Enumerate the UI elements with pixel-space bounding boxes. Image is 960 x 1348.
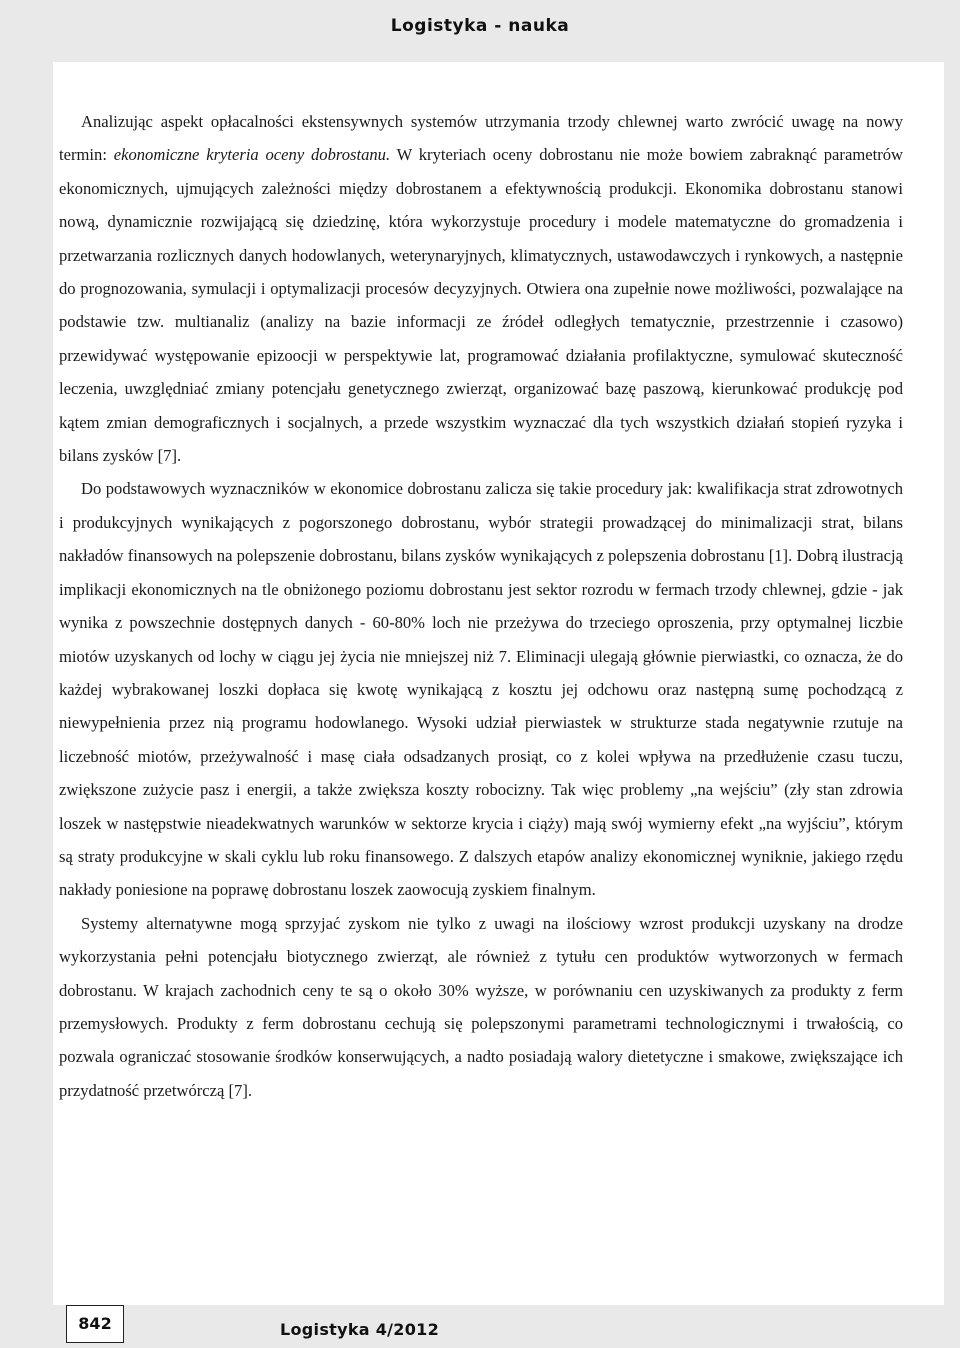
running-header: Logistyka - nauka [390,16,570,36]
paragraph-1-after: W kryteriach oceny dobrostanu nie może bowiem zabraknąć parametrów ekonomicznych, ujmujących zależności między dobrostanem a efektywnością produkcji. Ekonomika dobrostanu stanowi nową, dynamicznie rozwijającą się dziedzinę, która wykorzystuje procedury i modele matematyczne do gromadzenia i przetwarzania rozlicznych danych hodowlanych, weterynaryjnych, klimatycznych, ustawodawczych i rynkowych, a następnie do prognozowania, symulacji i optymalizacji procesów decyzyjnych. Otwiera ona zupełnie nowe możliwości, pozwalające na podstawie tzw. multianaliz (analizy na bazie informacji ze źródeł odległych tematycznie, przestrzennie i czasowo) przewidywać występowanie epizoocji w perspektywie lat, programować działania profilaktyczne, symulować skuteczność leczenia, uwzględniać zmiany potencjału genetycznego zwierząt, organizować bazę paszową, kierunkować produkcję pod kątem zmian demograficznych i socjalnych, a przede wszystkim wyznaczać dla tych wszystkich działań stopień ryzyka i bilans zysków [7]. [59,145,904,466]
page-content [53,62,944,1305]
paragraph-1 [59,105,903,472]
paragraph-1-emphasis: ekonomiczne kryteria oceny dobrostanu. [113,145,391,165]
paragraph-2: Do podstawowych wyznaczników w ekonomice dobrostanu zalicza się takie procedury jak: kwalifikacja strat zdrowotnych i produkcyjnych wynikających z pogorszonego dobrostanu, wybór strategii prowadzącej do minimalizacji strat, bilans nakładów finansowych na polepszenie dobrostanu, bilans zysków wynikających z polepszenia dobrostanu [1]. Dobrą ilustracją implikacji ekonomicznych na tle obniżonego poziomu dobrostanu jest sektor rozrodu w fermach trzody chlewnej, gdzie - jak wynika z powszechnie dostępnych danych - 60-80% loch nie przeżywa do trzeciego oproszenia, przy optymalnej liczbie miotów uzyskanych od lochy w ciągu jej życia nie mniejszej niż 7. Eliminacji ulegają głównie pierwiastki, co oznacza, że do każdej wybrakowanej loszki dopłaca się kwotę wynikającą z kosztu jej odchowu oraz następną sumę pochodzącą z niewypełnienia przez nią programu hodowlanego. Wysoki udział pierwiastek w strukturze stada negatywnie rzutuje na liczebność miotów, przeżywalność i masę ciała odsadzanych prosiąt, co z kolei wpływa na przedłużenie czasu tuczu, zwiększone zużycie pasz i energii, a także zwiększa koszty robocizny. Tak więc problemy „na wejściu” (zły stan zdrowia loszek w następstwie nieadekwatnych warunków w sektorze krycia i ciąży) mają swój wymierny efekt „na wyjściu”, którym są straty produkcyjne w skali cyklu lub roku finansowego. Z dalszych etapów analizy ekonomicznej wyniknie, jakiego rzędu nakłady poniesione na poprawę dobrostanu loszek zaowocują zyskiem finalnym. [59,479,903,900]
paragraph-1-before: Analizując aspekt opłacalności ekstensywnych systemów utrzymania trzody chlewnej warto zwrócić uwagę na nowy termin: [59,112,903,165]
paragraph-3: Systemy alternatywne mogą sprzyjać zyskom nie tylko z uwagi na ilościowy wzrost produkcji uzyskany na drodze wykorzystania pełni potencjału biotycznego zwierząt, ale również z tytułu cen produktów wytworzonych w fermach dobrostanu. W krajach zachodnich ceny te są o około 30% wyższe, w porównaniu cen uzyskiwanych za produkty z ferm przemysłowych. Produkty z ferm dobrostanu cechują się polepszonymi parametrami technologicznymi i trwałością, co pozwala ograniczać stosowanie środków konserwujących, a nadto posiadają walory dietetyczne i smakowe, zwiększające ich przydatność przetwórczą [7]. [59,913,903,1100]
left-margin-band [0,62,53,1305]
journal-footer: Logistyka 4/2012 [280,1320,440,1339]
page-number: 842 [66,1305,124,1343]
right-margin-band [944,62,960,1348]
article-body [59,105,903,1107]
footer-band [0,1305,960,1348]
